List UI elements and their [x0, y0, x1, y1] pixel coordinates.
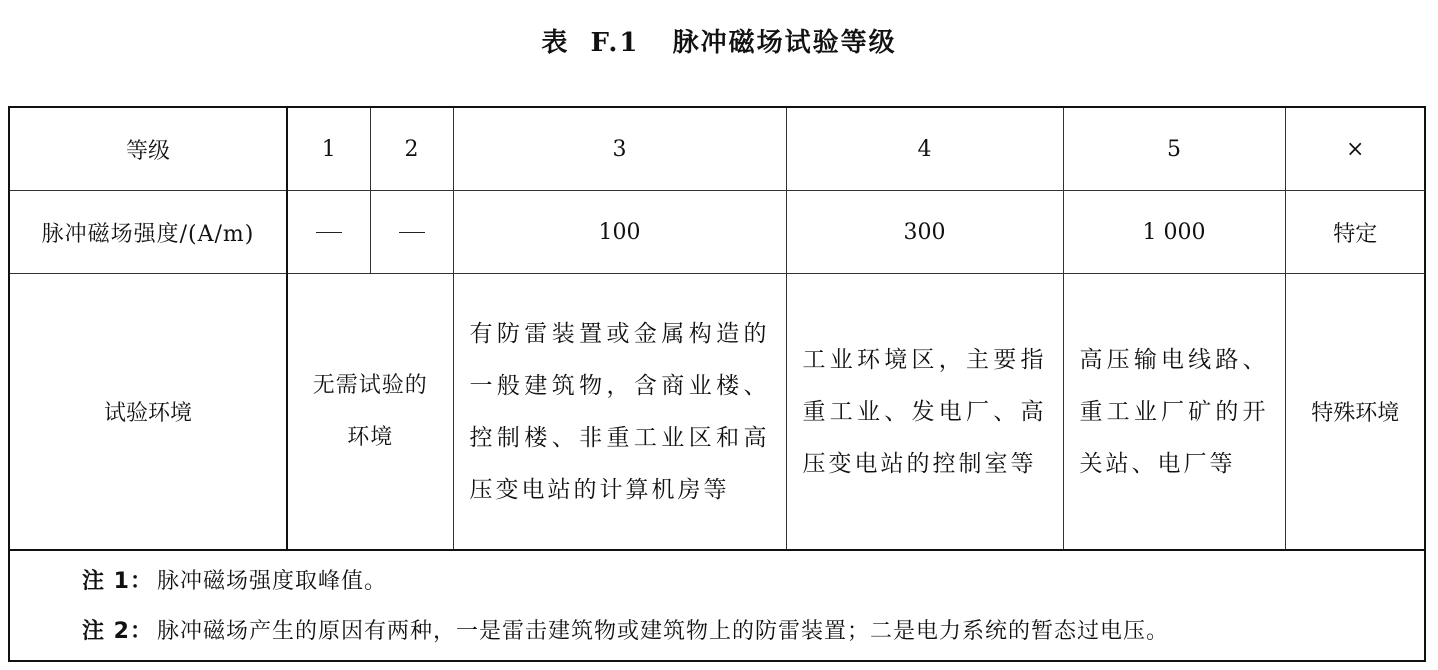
strength-cell-5: 1 000 — [1063, 191, 1285, 274]
environment-cell-1-2 — [287, 274, 453, 551]
level-cell-2: 2 — [370, 108, 453, 191]
environment-text-4: 工业环境区，主要指重工业、发电厂、高压变电站的控制室等 — [802, 346, 1047, 477]
table-notes — [10, 551, 1424, 659]
note-label: 注 2： — [82, 619, 153, 644]
level-cell-x: × — [1285, 108, 1425, 191]
note-1 — [82, 559, 1424, 609]
strength-cell-3: 100 — [453, 191, 786, 274]
environment-cell-4 — [786, 274, 1063, 551]
strength-cell-1 — [287, 191, 370, 274]
note-text: 脉冲磁场产生的原因有两种，一是雷击建筑物或建筑物上的防雷装置；二是电力系统的暂态过电压。 — [156, 619, 1169, 644]
level-cell-1: 1 — [287, 108, 370, 191]
strength-cell-4: 300 — [786, 191, 1063, 274]
table-number: F.1 — [590, 28, 640, 58]
dash-icon — [316, 232, 342, 233]
level-cell-5: 5 — [1063, 108, 1285, 191]
table-title-prefix: 表 — [541, 28, 570, 58]
level-cell-4: 4 — [786, 108, 1063, 191]
table-row-environment — [10, 274, 1425, 551]
strength-cell-2 — [370, 191, 453, 274]
dash-icon — [399, 232, 425, 233]
level-cell-3: 3 — [453, 108, 786, 191]
note-label: 注 1： — [82, 569, 153, 594]
note-text: 脉冲磁场强度取峰值。 — [156, 569, 387, 594]
environment-cell-3 — [453, 274, 786, 551]
note-2 — [82, 609, 1424, 659]
environment-cell-x: 特殊环境 — [1285, 274, 1425, 551]
test-level-table — [8, 106, 1426, 662]
environment-text-1-2: 无需试验的环境 — [312, 372, 428, 450]
environment-text-5: 高压输电线路、重工业厂矿的开关站、电厂等 — [1079, 346, 1269, 477]
environment-text-3: 有防雷装置或金属构造的一般建筑物，含商业楼、控制楼、非重工业区和高压变电站的计算机房等 — [469, 320, 770, 503]
environment-cell-5 — [1063, 274, 1285, 551]
row-header-environment: 试验环境 — [10, 274, 287, 551]
strength-cell-x: 特定 — [1285, 191, 1425, 274]
table-title-text: 脉冲磁场试验等级 — [672, 28, 897, 58]
row-header-strength: 脉冲磁场强度/(A/m) — [10, 191, 287, 274]
row-header-level: 等级 — [10, 108, 287, 191]
table-row-level — [10, 108, 1425, 191]
table-title — [0, 22, 1438, 59]
table-row-strength — [10, 191, 1425, 274]
